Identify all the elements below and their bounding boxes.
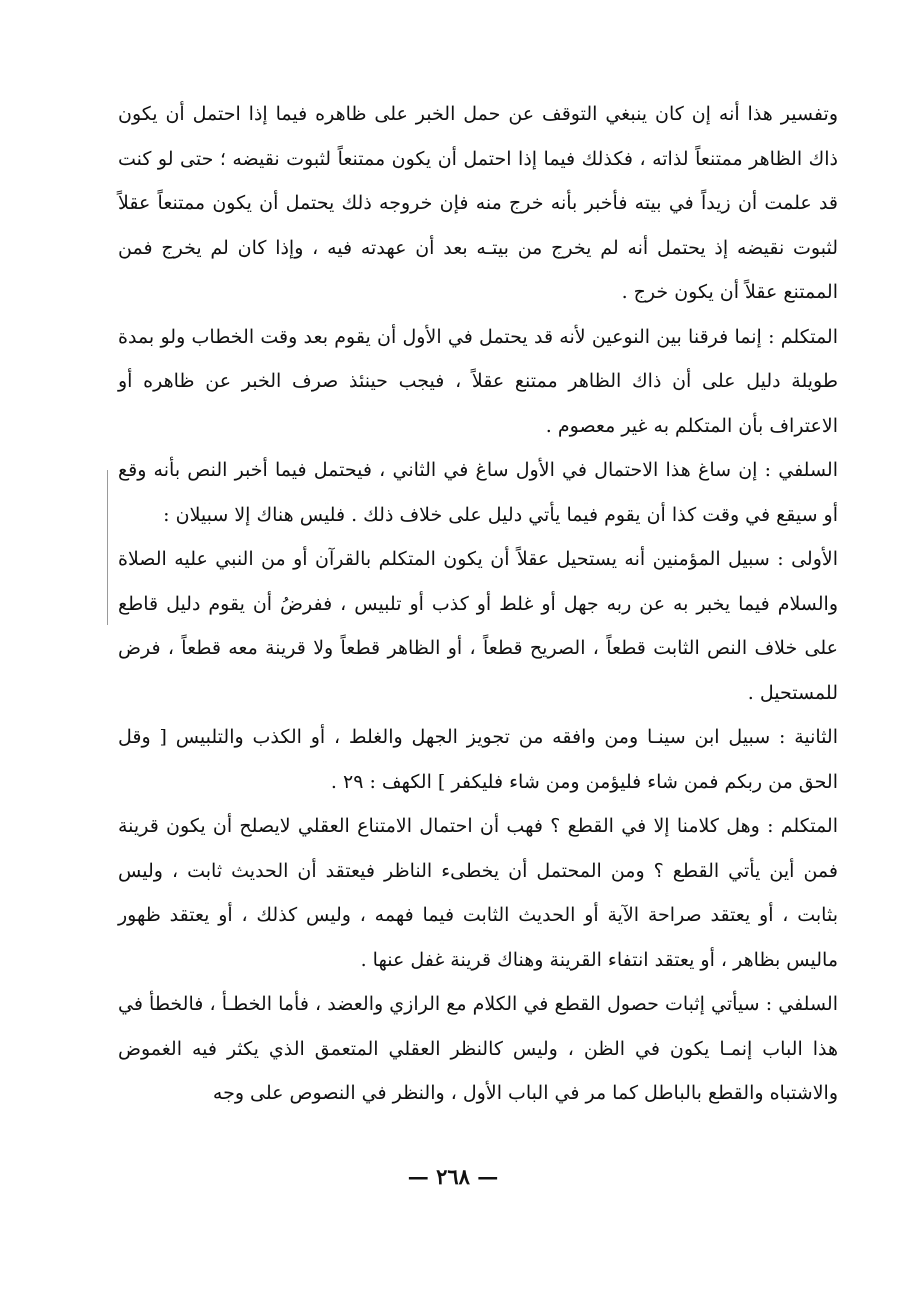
body-text bbox=[118, 92, 838, 1116]
paragraph-salafi-2: السلفي : سيأتي إثبات حصول القطع في الكلام مع الرازي والعضد ، فأما الخطـأ ، فالخطأ في هذا الباب إنمـا يكون في الظن ، وليس كالنظر العقلي المتعمق الذي يكثر فيه الغموض والاشتباه والقطع بالباطل كما مر في الباب الأول ، والنظر في النصوص على وجه bbox=[118, 993, 838, 1104]
margin-rule bbox=[107, 470, 108, 625]
paragraph-mutakallim-1: المتكلم : إنما فرقنا بين النوعين لأنه قد يحتمل في الأول أن يقوم بعد وقت الخطاب ولو بمدة طويلة دليل على أن ذاك الظاهر ممتنع عقلاً ، فيجب حينئذ صرف الخبر عن ظاهره أو الاعتراف بأن المتكلم به غير معصوم . bbox=[118, 325, 838, 437]
paragraph-mutakallim-2: المتكلم : وهل كلامنا إلا في القطع ؟ فهب أن احتمال الامتناع العقلي لايصلح أن يكون قرينة فمن أين يأتي القطع ؟ ومن المحتمل أن يخطىء الناظر فيعتقد أن الحديث ثابت ، وليس بثابت ، أو يعتقد صراحة الآية أو الحديث الثابت فيما فهمه ، وليس كذلك ، أو يعتقد ظهور ماليس بظاهر ، أو يعتقد انتفاء القرينة وهناك قرينة غفل عنها . bbox=[118, 815, 838, 971]
paragraph-first-path: الأولى : سبيل المؤمنين أنه يستحيل عقلاً أن يكون المتكلم بالقرآن أو من النبي عليه الصلاة والسلام فيما يخبر به عن ربه جهل أو غلط أو كذب أو تلبيس ، ففرضُ أن يقوم دليل قاطع على خلاف النص الثابت قطعاً ، الصريح قطعاً ، أو الظاهر قطعاً ولا قرينة معه قطعاً ، فرض للمستحيل . bbox=[118, 548, 839, 704]
paragraph-second-path: الثانية : سبيل ابن سينـا ومن وافقه من تجويز الجهل والغلط ، أو الكذب والتلبيس [ وقل الحق من ربكم فمن شاء فليؤمن ومن شاء فليكفر ] الكهف : ٢٩ . bbox=[118, 726, 838, 793]
paragraph-interpretation: وتفسير هذا أنه إن كان ينبغي التوقف عن حمل الخبر على ظاهره فيما إذا احتمل أن يكون ذاك الظاهر ممتنعاً لذاته ، فكذلك فيما إذا احتمل أن يكون ممتنعاً لثبوت نقيضه ؛ حتى لو كنت قد علمت أن زيداً في بيته فأخبر بأنه خرج منه فإن خروجه ذلك يحتمل أن يكون ممتنعاً عقلاً لثبوت نقيضه إذ يحتمل أنه لم يخرج من بيتـه بعد أن عهدته فيه ، وإذا كان لم يخرج فمن الممتنع عقلاً أن يكون خرج . bbox=[118, 103, 838, 303]
page-number: — ٢٦٨ — bbox=[407, 1164, 499, 1189]
paragraph-salafi-1: السلفي : إن ساغ هذا الاحتمال في الأول ساغ في الثاني ، فيحتمل فيما أخبر النص بأنه وقع أو سيقع في وقت كذا أن يقوم فيما يأتي دليل على خلاف ذلك . فليس هناك إلا سبيلان : bbox=[118, 459, 838, 526]
